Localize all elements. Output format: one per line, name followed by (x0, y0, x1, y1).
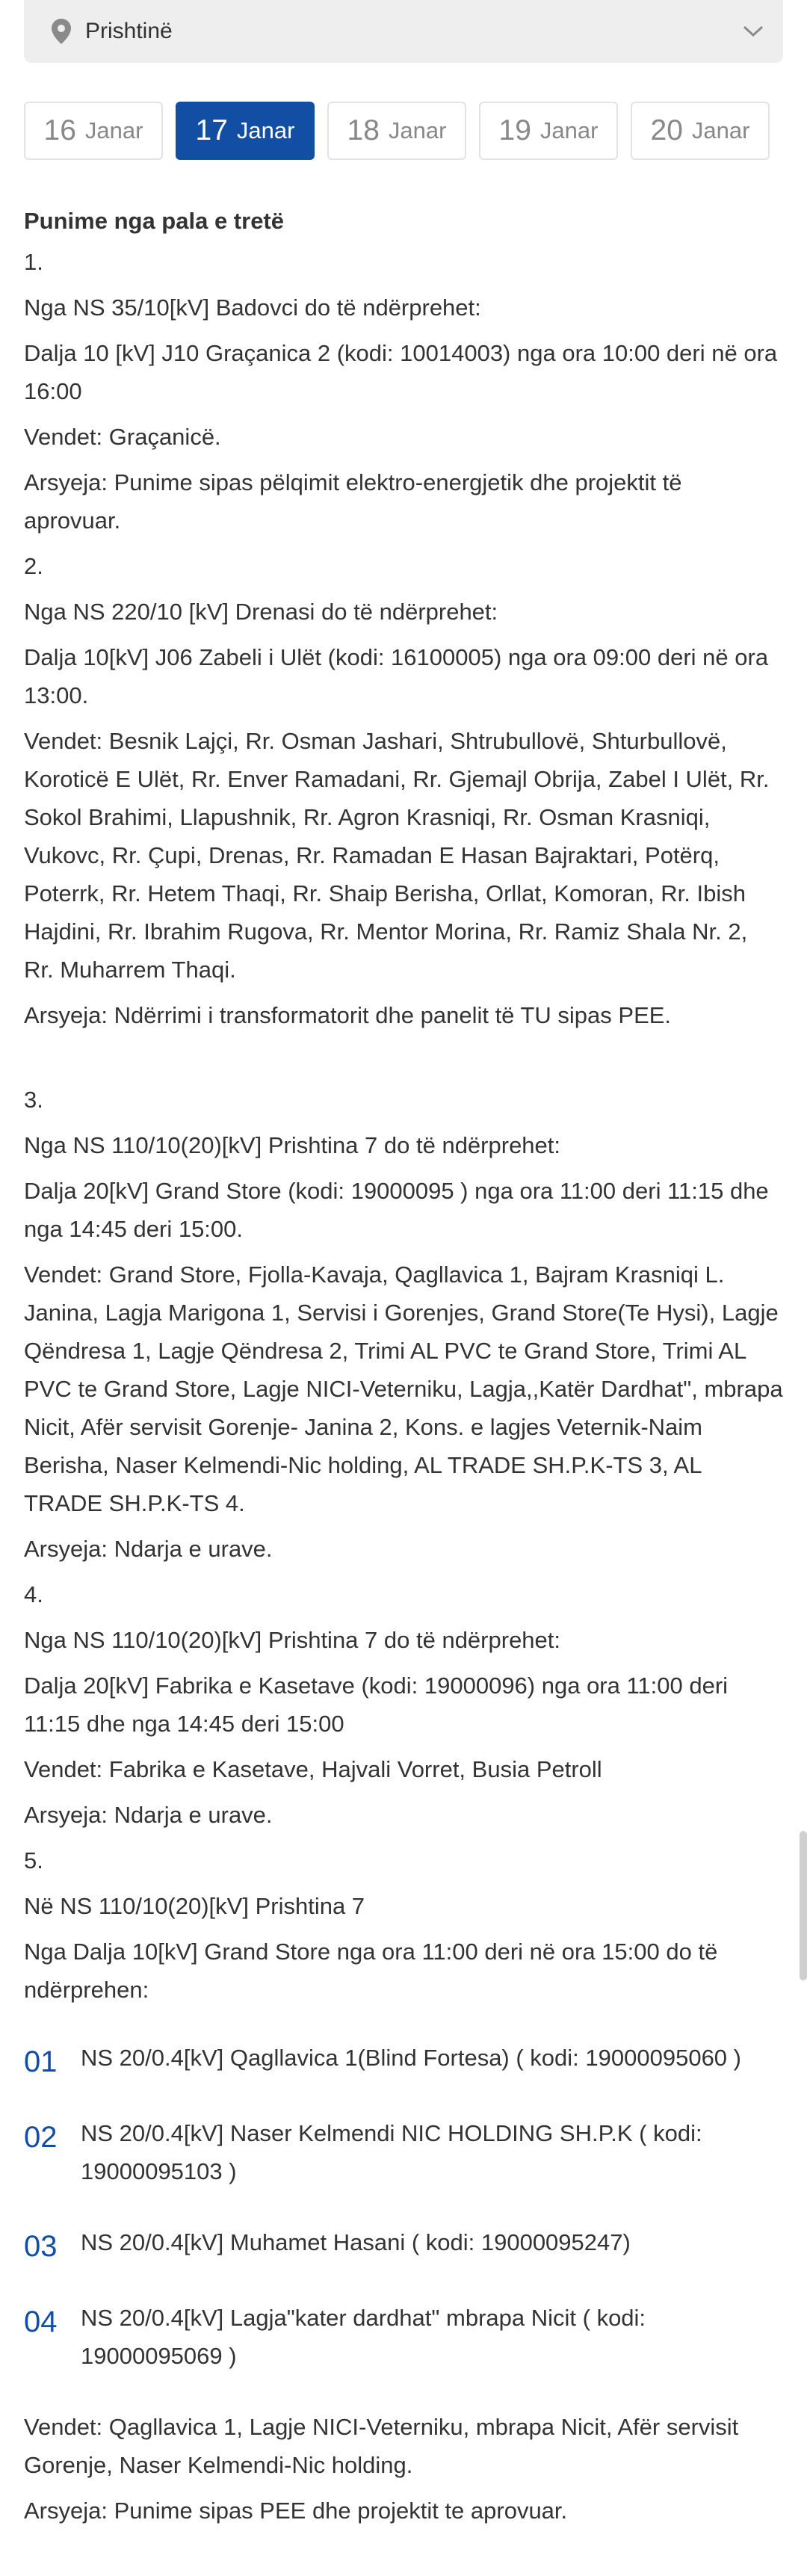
location-select[interactable] (24, 0, 783, 63)
list-index: 03 (24, 2230, 58, 2263)
spacer (24, 1042, 783, 1081)
item-places: Vendet: Graçanicë. (24, 424, 221, 450)
list-index: 04 (24, 2305, 58, 2338)
list-index: 02 (24, 2121, 58, 2154)
item-source: Nga NS 110/10(20)[kV] Prishtina 7 do të ndërprehet: (24, 1132, 561, 1158)
date-day: 18 (347, 114, 380, 146)
date-month: Janar (236, 117, 295, 143)
item-station: Në NS 110/10(20)[kV] Prishtina 7 (24, 1893, 365, 1919)
substation-list (24, 2039, 783, 2375)
list-text: NS 20/0.4[kV] Muhamet Hasani ( kodi: 19000095247) (81, 2229, 631, 2255)
item-number: 3. (24, 1087, 43, 1113)
item-reason: Arsyeja: Ndarja e urave. (24, 1536, 273, 1562)
item-reason: Arsyeja: Punime sipas pëlqimit elektro-energjetik dhe projektit të aprovuar. (24, 469, 682, 534)
item-number: 5. (24, 1847, 43, 1874)
item-feeder: Dalja 10 [kV] J10 Graçanica 2 (kodi: 10014003) nga ora 10:00 deri në ora 16:00 (24, 340, 778, 404)
date-day: 17 (195, 114, 228, 146)
location-pin-icon (51, 18, 72, 45)
item-source: Nga NS 35/10[kV] Badovci do të ndërprehet: (24, 294, 481, 321)
item-source: Nga NS 220/10 [kV] Drenasi do të ndërprehet: (24, 599, 498, 625)
list-text: NS 20/0.4[kV] Lagja"kater dardhat" mbrapa Nicit ( kodi: 19000095069 ) (81, 2305, 646, 2369)
item-reason: Arsyeja: Ndarja e urave. (24, 1802, 273, 1828)
item-places: Vendet: Fabrika e Kasetave, Hajvali Vorret, Busia Petroll (24, 1756, 602, 1782)
scrollbar[interactable] (800, 1831, 807, 1980)
item-number: 1. (24, 249, 43, 275)
date-tab-17[interactable] (176, 102, 315, 160)
list-index: 01 (24, 2045, 58, 2078)
section-title: Punime nga pala e tretë (24, 208, 284, 234)
item-number: 4. (24, 1581, 43, 1607)
list-item (24, 2299, 783, 2375)
item-feeder: Dalja 10[kV] J06 Zabeli i Ulët (kodi: 16100005) nga ora 09:00 deri në ora 13:00. (24, 644, 769, 708)
item-reason: Arsyeja: Punime sipas PEE dhe projektit te aprovuar. (24, 2498, 568, 2524)
item-number: 2. (24, 553, 43, 579)
date-tab-19[interactable] (479, 102, 618, 160)
location-city: Prishtinë (85, 19, 173, 43)
outage-content (24, 202, 783, 2537)
date-day: 20 (650, 114, 683, 146)
item-places: Vendet: Besnik Lajçi, Rr. Osman Jashari, Shtrubullovë, Shturbullovë, Koroticë E Ulët, Rr. Enver Ramadani, Rr. Gjemajl Obrija, Zabel I Ulët, Rr. Sokol Brahimi, Llapushnik, Rr. Agron Krasniqi, Rr. Osman Krasniqi, Vukovc, Rr. Çupi, Drenas, Rr. Ramadan E Hasan Bajraktari, Potërq, Poterrk, Rr. Hetem Thaqi, Rr. Shaip Berisha, Orllat, Komoran, Rr. Ibish Hajdini, Rr. Ibrahim Rugova, Rr. Mentor Morina, Rr. Ramiz Shala Nr. 2, Rr. Muharrem Thaqi. (24, 728, 770, 983)
date-tab-16[interactable] (24, 102, 163, 160)
date-day: 16 (43, 114, 76, 146)
item-places: Vendet: Qagllavica 1, Lagje NICI-Veterniku, mbrapa Nicit, Afër servisit Gorenje, Naser Kelmendi-Nic holding. (24, 2414, 739, 2478)
list-text: NS 20/0.4[kV] Qagllavica 1(Blind Fortesa) ( kodi: 19000095060 ) (81, 2045, 741, 2071)
item-feeder: Dalja 20[kV] Fabrika e Kasetave (kodi: 19000096) nga ora 11:00 deri 11:15 dhe nga 14:45 deri 15:00 (24, 1672, 729, 1737)
date-day: 19 (498, 114, 531, 146)
list-item (24, 2039, 783, 2081)
item-feeder: Nga Dalja 10[kV] Grand Store nga ora 11:00 deri në ora 15:00 do të ndërprehen: (24, 1939, 718, 2003)
date-month: Janar (691, 117, 750, 143)
chevron-down-icon (741, 24, 765, 39)
date-month: Janar (539, 117, 599, 143)
list-item (24, 2114, 783, 2190)
date-tab-20[interactable] (631, 102, 770, 160)
date-tabs (24, 102, 770, 160)
date-month: Janar (84, 117, 143, 143)
list-text: NS 20/0.4[kV] Naser Kelmendi NIC HOLDING SH.P.K ( kodi: 19000095103 ) (81, 2120, 702, 2184)
item-places: Vendet: Grand Store, Fjolla-Kavaja, Qagllavica 1, Bajram Krasniqi L. Janina, Lagja Marigona 1, Servisi i Gorenjes, Grand Store(Te Hysi), Lagje Qëndresa 1, Lagje Qëndresa 2, Trimi AL PVC te Grand Store, Trimi AL PVC te Grand Store, Lagje NICI-Veterniku, Lagja,,Katër Dardhat", mbrapa Nicit, Afër servisit Gorenje- Janina 2, Kons. e lagjes Veternik-Naim Berisha, Naser Kelmendi-Nic holding, AL TRADE SH.P.K-TS 3, AL TRADE SH.P.K-TS 4. (24, 1261, 783, 1516)
date-month: Janar (388, 117, 447, 143)
item-source: Nga NS 110/10(20)[kV] Prishtina 7 do të ndërprehet: (24, 1627, 561, 1653)
list-item (24, 2223, 783, 2266)
item-reason: Arsyeja: Ndërrimi i transformatorit dhe panelit të TU sipas PEE. (24, 1002, 672, 1028)
date-tab-18[interactable] (327, 102, 466, 160)
item-feeder: Dalja 20[kV] Grand Store (kodi: 19000095 ) nga ora 11:00 deri 11:15 dhe nga 14:45 deri 15:00. (24, 1178, 769, 1242)
